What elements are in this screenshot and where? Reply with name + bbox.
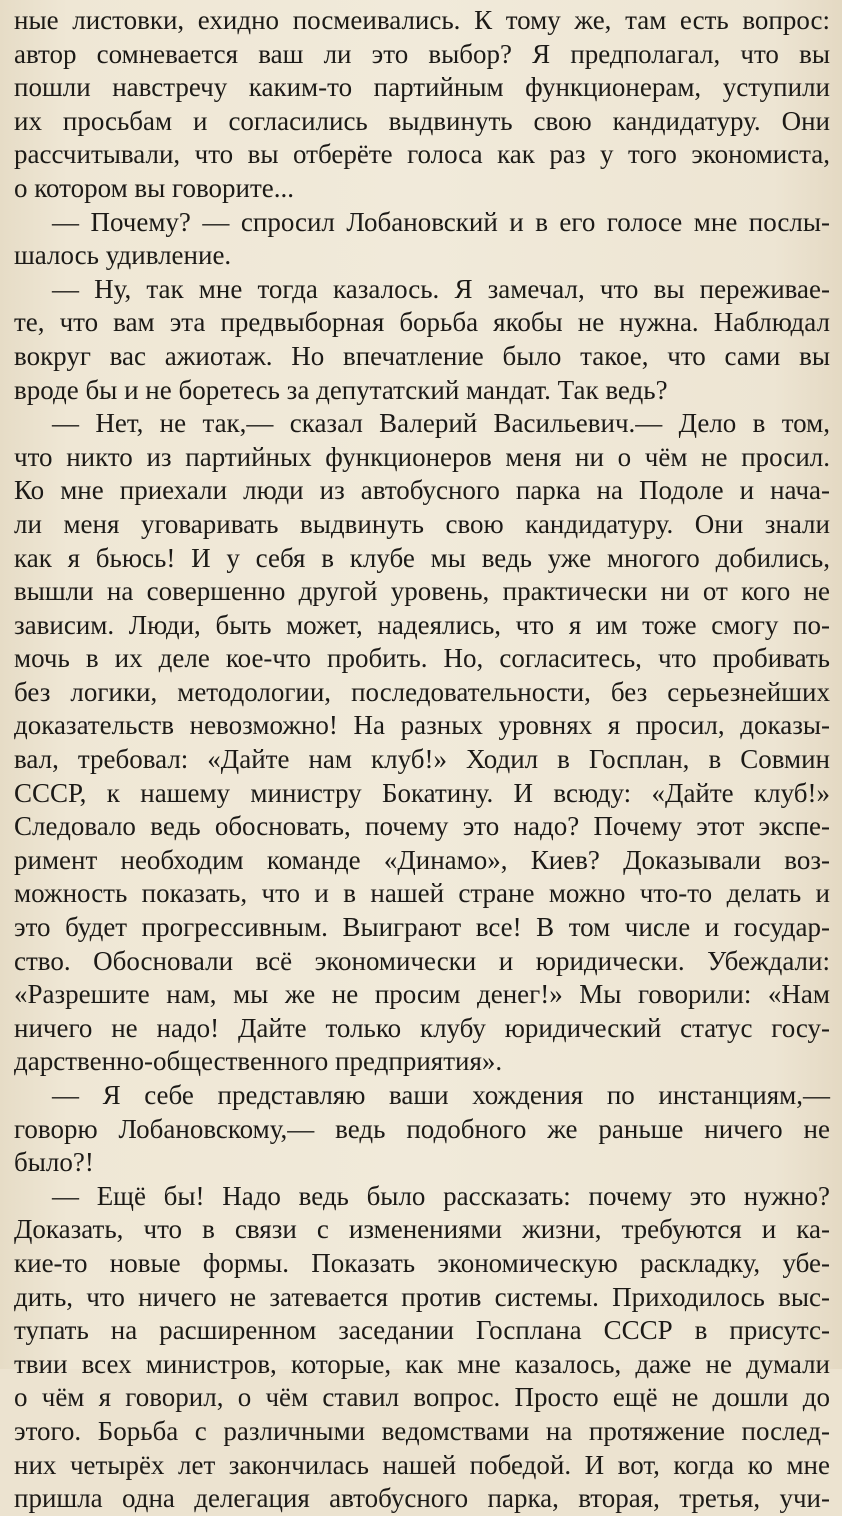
text-line: «Разрешите нам, мы же не просим денег!» Мы говорили: «Нам bbox=[14, 979, 830, 1010]
text-line: твии всех министров, которые, как мне казалось, даже не думали bbox=[14, 1348, 830, 1379]
text-line: их просьбам и согласились выдвинуть свою кандидатуру. Они bbox=[14, 105, 830, 136]
text-line: пошли навстречу каким-то партийным функционерам, уступили bbox=[14, 72, 830, 103]
text-line: можность показать, что и в нашей стране можно что-то делать и bbox=[14, 878, 830, 909]
text-line: это будет прогрессивным. Выиграют все! В том числе и государ- bbox=[14, 912, 830, 943]
text-line: вышли на совершенно другой уровень, практически ни от кого не bbox=[14, 576, 830, 607]
text-line: как я бьюсь! И у себя в клубе мы ведь уже многого добились, bbox=[14, 542, 830, 573]
text-line: этого. Борьба с различными ведомствами на протяжение послед- bbox=[14, 1415, 830, 1446]
text-line: те, что вам эта предвыборная борьба якобы не нужна. Наблюдал bbox=[14, 307, 830, 338]
text-line: ные листовки, ехидно посмеивались. К тому же, там есть вопрос: bbox=[14, 5, 830, 35]
text-line: вроде бы и не боретесь за депутатский мандат. Так ведь? bbox=[14, 374, 668, 405]
text-line: Ко мне приехали люди из автобусного парка на Подоле и нача- bbox=[14, 475, 830, 506]
text-line: ли меня уговаривать выдвинуть свою кандидатуру. Они знали bbox=[14, 508, 830, 539]
text-line: римент необходим команде «Динамо», Киев? Доказывали воз- bbox=[14, 844, 830, 875]
text-line: дарственно-общественного предприятия». bbox=[14, 1046, 503, 1077]
text-line: — Я себе представляю ваши хождения по инстанциям,— bbox=[52, 1080, 830, 1110]
text-line: ничего не надо! Дайте только клубу юридический статус госу- bbox=[14, 1012, 830, 1043]
text-line: тупать на расширенном заседании Госплана СССР в присутс- bbox=[14, 1315, 830, 1346]
text-line: кие-то новые формы. Показать экономическую раскладку, убе- bbox=[14, 1247, 830, 1278]
text-line: автор сомневается ваш ли это выбор? Я предполагал, что вы bbox=[14, 38, 830, 69]
text-line: дить, что ничего не затевается против системы. Приходилось выс- bbox=[14, 1281, 830, 1312]
text-line: — Ещё бы! Надо ведь было рассказать: почему это нужно? bbox=[52, 1180, 830, 1211]
text-line: говорю Лобановскому,— ведь подобного же раньше ничего не bbox=[14, 1113, 830, 1144]
text-line: о чём я говорил, о чём ставил вопрос. Просто ещё не дошли до bbox=[14, 1382, 830, 1413]
text-line: шалось удивление. bbox=[14, 240, 232, 271]
text-line: ство. Обосновали всё экономически и юридически. Убеждали: bbox=[14, 945, 830, 976]
text-line: было?! bbox=[14, 1147, 94, 1178]
text-line: — Ну, так мне тогда казалось. Я замечал, что вы переживае- bbox=[52, 273, 830, 304]
text-line: зависим. Люди, быть может, надеялись, что я им тоже смогу по- bbox=[14, 609, 830, 640]
text-line: пришла одна делегация автобусного парка, вторая, третья, учи- bbox=[14, 1483, 830, 1514]
text-line: без логики, методологии, последовательности, без серьезнейших bbox=[14, 676, 830, 707]
text-line: СССР, к нашему министру Бокатину. И всюду: «Дайте клуб!» bbox=[14, 777, 830, 808]
text-line: о котором вы говорите... bbox=[14, 172, 294, 203]
text-line: вал, требовал: «Дайте нам клуб!» Ходил в Госплан, в Совмин bbox=[14, 744, 830, 775]
text-line: — Нет, не так,— сказал Валерий Васильевич.— Дело в том, bbox=[52, 408, 830, 439]
text-line: Следовало ведь обосновать, почему это надо? Почему этот экспе- bbox=[14, 811, 830, 842]
text-line: рассчитывали, что вы отберёте голоса как раз у того экономиста, bbox=[14, 139, 830, 170]
text-line: вокруг вас ажиотаж. Но впечатление было такое, что сами вы bbox=[14, 340, 830, 371]
text-line: что никто из партийных функционеров меня ни о чём не просил. bbox=[14, 441, 830, 472]
text-line: них четырёх лет закончилась нашей победой. И вот, когда ко мне bbox=[14, 1449, 830, 1480]
text-line: доказательств невозможно! На разных уровнях я просил, доказы- bbox=[14, 710, 830, 741]
text-line: — Почему? — спросил Лобановский и в его голосе мне послы- bbox=[52, 206, 830, 237]
text-line: мочь в их деле кое-что пробить. Но, согласитесь, что пробивать bbox=[14, 643, 830, 674]
text-line: Доказать, что в связи с изменениями жизни, требуются и ка- bbox=[14, 1214, 830, 1245]
body-text bbox=[14, 4, 830, 1516]
